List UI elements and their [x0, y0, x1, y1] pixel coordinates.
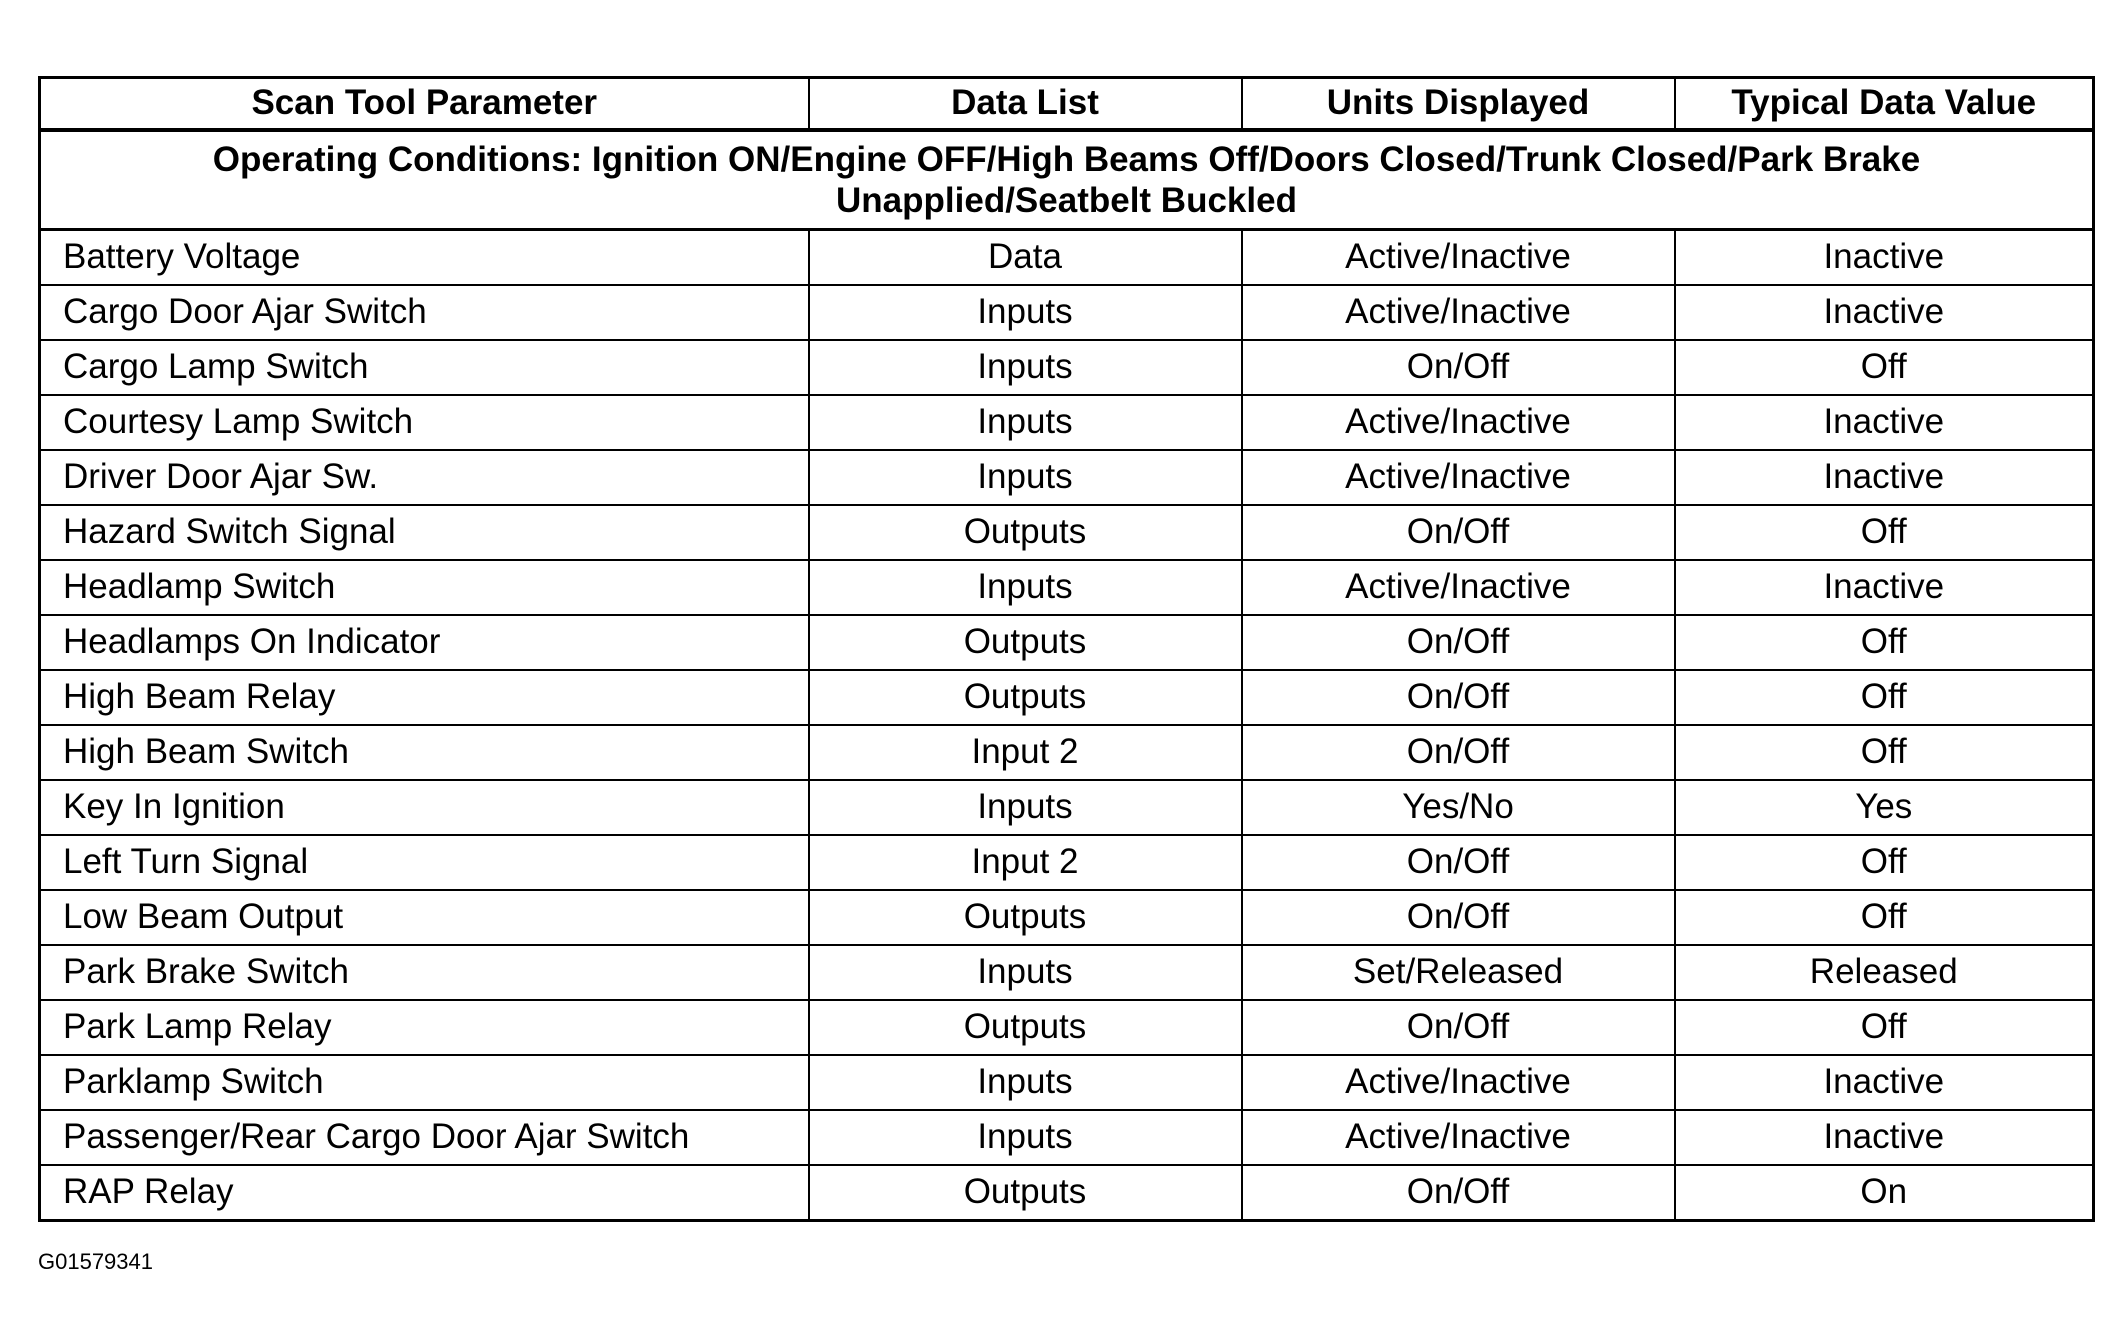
data-list-cell: Inputs: [809, 340, 1242, 395]
table-row: [40, 560, 2094, 615]
table-row: [40, 1000, 2094, 1055]
param-cell: Parklamp Switch: [40, 1055, 809, 1110]
units-cell: Active/Inactive: [1242, 450, 1675, 505]
data-list-cell: Outputs: [809, 615, 1242, 670]
units-cell: On/Off: [1242, 340, 1675, 395]
header-data-list: Data List: [809, 78, 1242, 131]
data-list-cell: Inputs: [809, 285, 1242, 340]
typical-value-cell: Off: [1675, 505, 2094, 560]
param-cell: Low Beam Output: [40, 890, 809, 945]
param-cell: High Beam Relay: [40, 670, 809, 725]
param-cell: Headlamp Switch: [40, 560, 809, 615]
typical-value-cell: Off: [1675, 615, 2094, 670]
units-cell: Active/Inactive: [1242, 560, 1675, 615]
units-cell: Set/Released: [1242, 945, 1675, 1000]
data-list-cell: Inputs: [809, 450, 1242, 505]
param-cell: Key In Ignition: [40, 780, 809, 835]
table-row: [40, 230, 2094, 286]
typical-value-cell: Inactive: [1675, 560, 2094, 615]
units-cell: On/Off: [1242, 835, 1675, 890]
typical-value-cell: Inactive: [1675, 285, 2094, 340]
data-list-cell: Outputs: [809, 890, 1242, 945]
units-cell: On/Off: [1242, 725, 1675, 780]
data-list-cell: Data: [809, 230, 1242, 286]
typical-value-cell: Inactive: [1675, 1055, 2094, 1110]
typical-value-cell: Off: [1675, 670, 2094, 725]
typical-value-cell: Off: [1675, 1000, 2094, 1055]
typical-value-cell: Off: [1675, 340, 2094, 395]
data-list-cell: Outputs: [809, 1000, 1242, 1055]
typical-value-cell: Inactive: [1675, 450, 2094, 505]
units-cell: On/Off: [1242, 505, 1675, 560]
typical-value-cell: Inactive: [1675, 1110, 2094, 1165]
table-row: [40, 835, 2094, 890]
typical-value-cell: Off: [1675, 890, 2094, 945]
table-row: [40, 450, 2094, 505]
header-scan-tool-parameter: Scan Tool Parameter: [40, 78, 809, 131]
param-cell: Park Brake Switch: [40, 945, 809, 1000]
typical-value-cell: Released: [1675, 945, 2094, 1000]
table-row: [40, 725, 2094, 780]
table-body: [40, 130, 2094, 1221]
units-cell: On/Off: [1242, 1000, 1675, 1055]
units-cell: On/Off: [1242, 890, 1675, 945]
operating-conditions-row: [40, 130, 2094, 230]
units-cell: Active/Inactive: [1242, 1110, 1675, 1165]
table-row: [40, 285, 2094, 340]
units-cell: Yes/No: [1242, 780, 1675, 835]
table-row: [40, 615, 2094, 670]
table-row: [40, 945, 2094, 1000]
param-cell: Courtesy Lamp Switch: [40, 395, 809, 450]
data-list-cell: Outputs: [809, 505, 1242, 560]
typical-value-cell: On: [1675, 1165, 2094, 1221]
typical-value-cell: Inactive: [1675, 395, 2094, 450]
param-cell: Left Turn Signal: [40, 835, 809, 890]
param-cell: Cargo Lamp Switch: [40, 340, 809, 395]
data-list-cell: Inputs: [809, 945, 1242, 1000]
data-list-cell: Inputs: [809, 1110, 1242, 1165]
units-cell: Active/Inactive: [1242, 1055, 1675, 1110]
data-list-cell: Inputs: [809, 1055, 1242, 1110]
param-cell: Hazard Switch Signal: [40, 505, 809, 560]
data-list-cell: Outputs: [809, 670, 1242, 725]
table-row: [40, 1165, 2094, 1221]
data-list-cell: Input 2: [809, 725, 1242, 780]
table-row: [40, 1055, 2094, 1110]
typical-value-cell: Yes: [1675, 780, 2094, 835]
operating-conditions: Operating Conditions: Ignition ON/Engine OFF/High Beams Off/Doors Closed/Trunk Closed/Park Brake Unapplied/Seatbelt Buckled: [40, 130, 2094, 230]
units-cell: Active/Inactive: [1242, 285, 1675, 340]
table-row: [40, 780, 2094, 835]
units-cell: On/Off: [1242, 1165, 1675, 1221]
units-cell: On/Off: [1242, 615, 1675, 670]
figure-id: G01579341: [38, 1249, 153, 1274]
table-header: [40, 78, 2094, 131]
header-typical-data-value: Typical Data Value: [1675, 78, 2094, 131]
typical-value-cell: Off: [1675, 725, 2094, 780]
data-list-cell: Inputs: [809, 780, 1242, 835]
units-cell: On/Off: [1242, 670, 1675, 725]
param-cell: Headlamps On Indicator: [40, 615, 809, 670]
typical-value-cell: Inactive: [1675, 230, 2094, 286]
header-units-displayed: Units Displayed: [1242, 78, 1675, 131]
table-row: [40, 670, 2094, 725]
param-cell: Passenger/Rear Cargo Door Ajar Switch: [40, 1110, 809, 1165]
typical-value-cell: Off: [1675, 835, 2094, 890]
table-row: [40, 1110, 2094, 1165]
param-cell: High Beam Switch: [40, 725, 809, 780]
data-list-cell: Inputs: [809, 395, 1242, 450]
param-cell: Driver Door Ajar Sw.: [40, 450, 809, 505]
data-list-cell: Outputs: [809, 1165, 1242, 1221]
data-list-cell: Input 2: [809, 835, 1242, 890]
table-row: [40, 340, 2094, 395]
param-cell: Park Lamp Relay: [40, 1000, 809, 1055]
table-row: [40, 505, 2094, 560]
param-cell: RAP Relay: [40, 1165, 809, 1221]
data-list-cell: Inputs: [809, 560, 1242, 615]
param-cell: Cargo Door Ajar Switch: [40, 285, 809, 340]
param-cell: Battery Voltage: [40, 230, 809, 286]
table-row: [40, 890, 2094, 945]
scan-tool-data-table: [38, 76, 2095, 1222]
units-cell: Active/Inactive: [1242, 395, 1675, 450]
header-row: [40, 78, 2094, 131]
table-row: [40, 395, 2094, 450]
units-cell: Active/Inactive: [1242, 230, 1675, 286]
